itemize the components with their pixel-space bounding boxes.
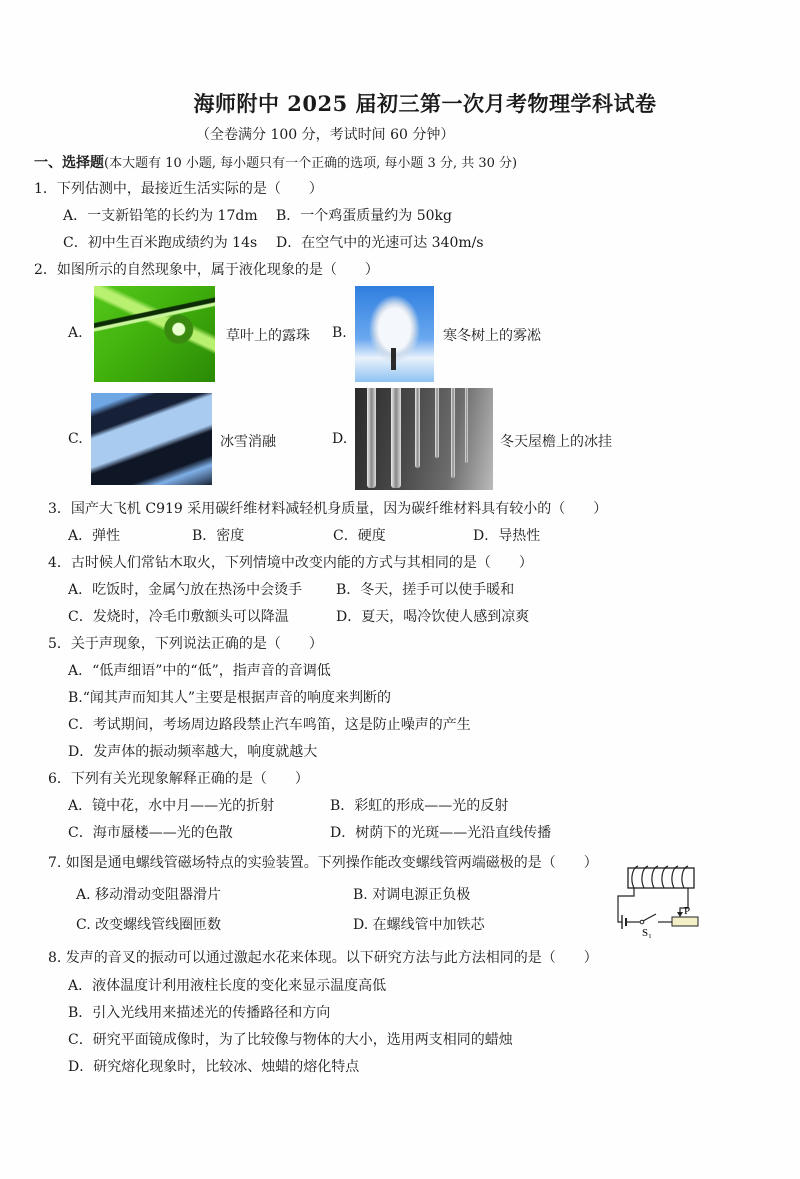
- dewdrop-on-grass-image: [94, 286, 215, 382]
- exam-title: 海师附中 2025 届初三第一次月考物理学科试卷: [193, 91, 657, 116]
- question-1-stem: 1．下列估测中，最接近生活实际的是（ ）: [34, 181, 323, 197]
- section-label: 一、选择题: [34, 155, 104, 171]
- q6-option-b: B．彩虹的形成——光的反射: [330, 798, 509, 814]
- q7-option-c: C. 改变螺线管线圈匝数: [76, 917, 222, 933]
- q4-option-a: A．吃饭时，金属勺放在热汤中会烫手: [68, 582, 303, 598]
- q2-option-d-letter: D.: [332, 431, 348, 447]
- q2-option-c-letter: C.: [68, 431, 83, 447]
- q2-option-a-letter: A.: [68, 325, 83, 341]
- q1-option-d: D．在空气中的光速可达 340m/s: [276, 235, 484, 251]
- q3-option-b: B．密度: [192, 528, 245, 544]
- q7-option-a: A. 移动滑动变阻器滑片: [76, 887, 222, 903]
- q2-option-c-caption: 冰雪消融: [220, 434, 276, 450]
- switch-label: S₁: [642, 927, 652, 939]
- q6-option-c: C．海市蜃楼——光的色散: [68, 825, 233, 841]
- q1-option-a: A．一支新铅笔的长约为 17dm: [63, 208, 258, 224]
- q2-option-b-caption: 寒冬树上的雾凇: [443, 328, 541, 344]
- q6-option-a: A．镜中花，水中月——光的折射: [68, 798, 275, 814]
- q2-option-a-caption: 草叶上的露珠: [226, 328, 310, 344]
- question-2-stem: 2．如图所示的自然现象中，属于液化现象的是（ ）: [34, 262, 379, 278]
- melting-snow-image: [91, 393, 212, 485]
- question-6-stem: 6．下列有关光现象解释正确的是（ ）: [48, 771, 309, 787]
- q7-option-d: D. 在螺线管中加铁芯: [353, 917, 485, 933]
- question-4-stem: 4．古时候人们常钻木取火，下列情境中改变内能的方式与其相同的是（ ）: [48, 555, 533, 571]
- q8-option-a: A．液体温度计利用液柱长度的变化来显示温度高低: [68, 978, 387, 994]
- rime-on-tree-image: [355, 286, 434, 382]
- q3-option-a: A．弹性: [68, 528, 121, 544]
- q4-option-d: D．夏天，喝冷饮使人感到凉爽: [336, 609, 530, 625]
- question-7-stem: 7. 如图是通电螺线管磁场特点的实验装置。下列操作能改变螺线管两端磁极的是（ ）: [48, 855, 598, 871]
- q8-option-b: B．引入光线用来描述光的传播路径和方向: [68, 1005, 331, 1021]
- solenoid-circuit-diagram: [600, 860, 704, 940]
- section-note: (本大题有 10 小题, 每小题只有一个正确的选项, 每小题 3 分, 共 30 分): [104, 156, 518, 171]
- q2-option-d-caption: 冬天屋檐上的冰挂: [500, 434, 612, 450]
- q7-option-b: B. 对调电源正负极: [353, 887, 471, 903]
- q8-option-d: D．研究熔化现象时，比较冰、烛蜡的熔化特点: [68, 1059, 360, 1075]
- q4-option-c: C．发烧时，冷毛巾敷额头可以降温: [68, 609, 289, 625]
- q8-option-c: C．研究平面镜成像时，为了比较像与物体的大小，选用两支相同的蜡烛: [68, 1032, 513, 1048]
- q1-option-c: C．初中生百米跑成绩约为 14s: [63, 235, 258, 251]
- q5-option-a: A．“低声细语”中的“低”，指声音的音调低: [68, 663, 331, 679]
- q5-option-b: B.“闻其声而知其人”主要是根据声音的响度来判断的: [68, 690, 392, 706]
- q4-option-b: B．冬天，搓手可以使手暖和: [336, 582, 515, 598]
- question-5-stem: 5．关于声现象，下列说法正确的是（ ）: [48, 636, 323, 652]
- q3-option-c: C．硬度: [333, 528, 386, 544]
- q1-option-b: B．一个鸡蛋质量约为 50kg: [276, 208, 452, 224]
- q2-option-b-letter: B.: [332, 325, 347, 341]
- q3-option-d: D．导热性: [473, 528, 541, 544]
- slider-label: P: [684, 905, 691, 917]
- q6-option-d: D．树荫下的光斑——光沿直线传播: [330, 825, 552, 841]
- icicles-on-eaves-image: [355, 388, 493, 490]
- question-8-stem: 8. 发声的音叉的振动可以通过激起水花来体现。以下研究方法与此方法相同的是（ ）: [48, 950, 598, 966]
- exam-subtitle: （全卷满分 100 分，考试时间 60 分钟）: [196, 127, 455, 143]
- section-heading: [34, 152, 517, 172]
- q5-option-d: D．发声体的振动频率越大，响度就越大: [68, 744, 318, 760]
- q5-option-c: C．考试期间，考场周边路段禁止汽车鸣笛，这是防止噪声的产生: [68, 717, 471, 733]
- question-3-stem: 3．国产大飞机 C919 采用碳纤维材料减轻机身质量，因为碳纤维材料具有较小的（ ）: [48, 501, 608, 517]
